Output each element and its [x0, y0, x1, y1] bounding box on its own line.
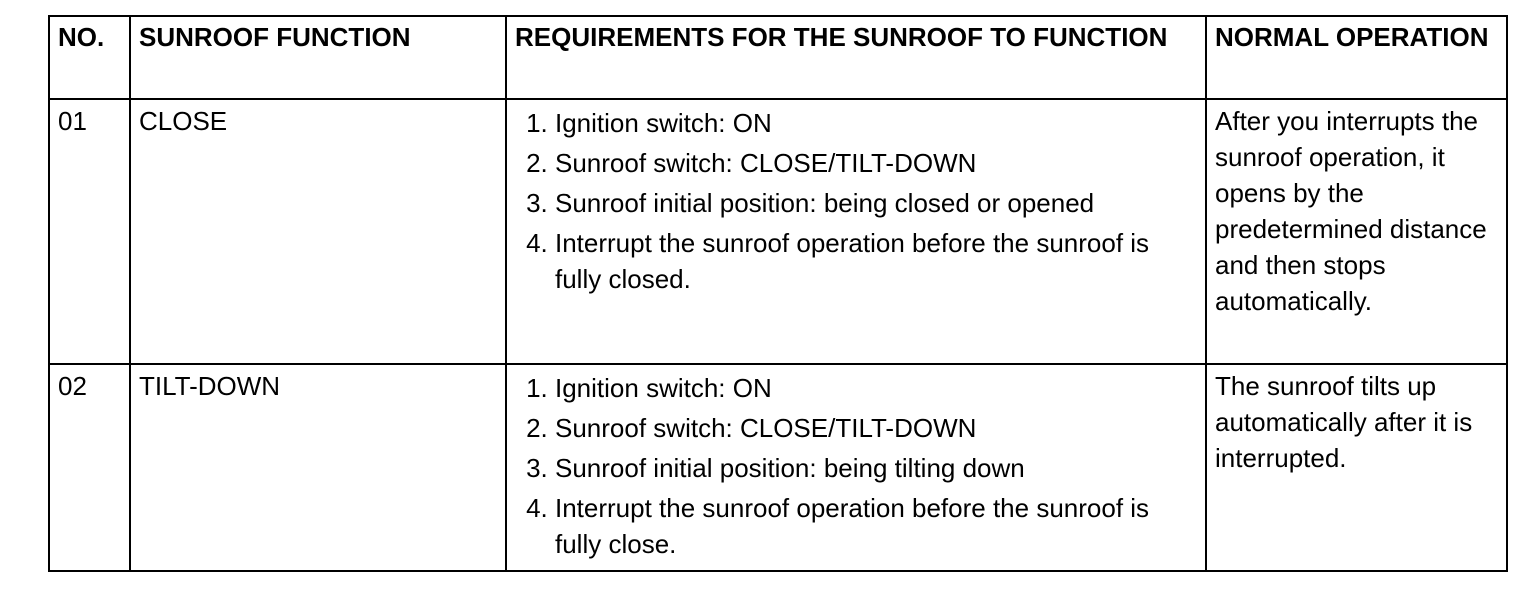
requirement-item: 4. Interrupt the sunroof operation before the sunroof is fully closed.: [555, 225, 1197, 297]
requirement-item: 3. Sunroof initial position: being closed or opened: [555, 185, 1197, 221]
cell-function: TILT-DOWN: [130, 364, 506, 571]
table-row: [49, 99, 1507, 364]
header-requirements: REQUIREMENTS FOR THE SUNROOF TO FUNCTION: [506, 16, 1206, 99]
requirement-item: 3. Sunroof initial position: being tilting down: [555, 450, 1197, 486]
requirements-list: [515, 370, 1197, 562]
requirement-item: 4. Interrupt the sunroof operation before the sunroof is fully close.: [555, 490, 1197, 562]
cell-normal-operation: The sunroof tilts up automatically after it is interrupted.: [1206, 364, 1507, 571]
cell-no: 01: [49, 99, 130, 364]
cell-requirements: [506, 99, 1206, 364]
cell-normal-operation: After you interrupts the sunroof operation, it opens by the predetermined distance and then stops automatically.: [1206, 99, 1507, 364]
requirement-item: 1. Ignition switch: ON: [555, 370, 1197, 406]
table-row: [49, 364, 1507, 571]
header-no: NO.: [49, 16, 130, 99]
requirement-item: 1. Ignition switch: ON: [555, 105, 1197, 141]
requirement-item: 2. Sunroof switch: CLOSE/TILT-DOWN: [555, 410, 1197, 446]
sunroof-function-table: [48, 15, 1508, 572]
requirements-list: [515, 105, 1197, 297]
cell-no: 02: [49, 364, 130, 571]
cell-function: CLOSE: [130, 99, 506, 364]
cell-requirements: [506, 364, 1206, 571]
table-header-row: [49, 16, 1507, 99]
requirement-item: 2. Sunroof switch: CLOSE/TILT-DOWN: [555, 145, 1197, 181]
header-normal-operation: NORMAL OPERATION: [1206, 16, 1507, 99]
header-sunroof-function: SUNROOF FUNCTION: [130, 16, 506, 99]
